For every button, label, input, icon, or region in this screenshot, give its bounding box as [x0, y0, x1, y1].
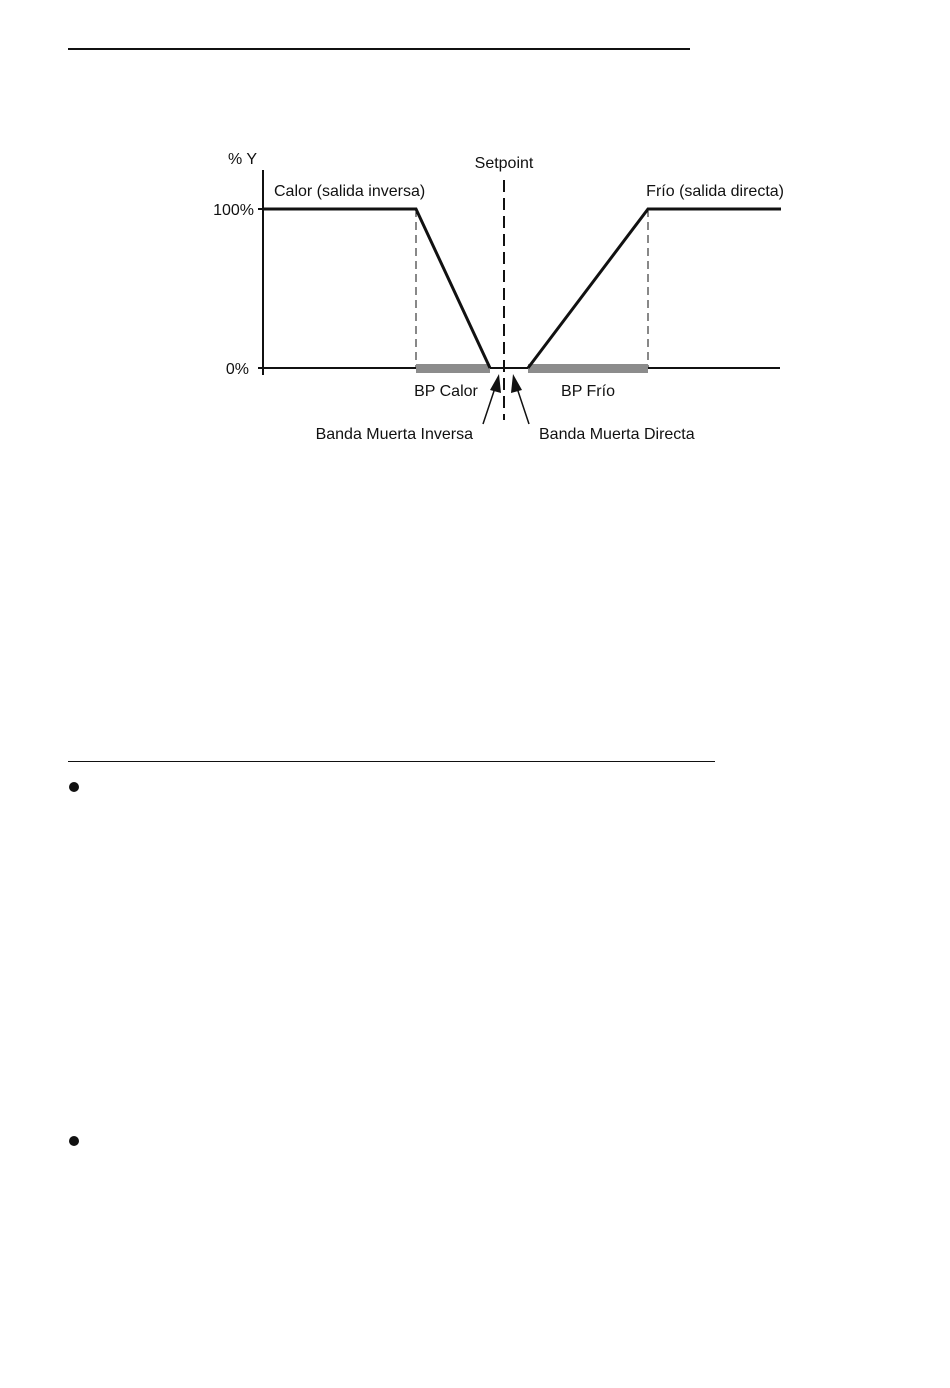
bullet-point — [69, 782, 79, 792]
tick-0-label: 0% — [225, 361, 249, 378]
cool-curve-label: Frío (salida directa) — [646, 183, 784, 200]
bp-cool-band — [528, 364, 648, 373]
heat-curve-label: Calor (salida inversa) — [274, 183, 426, 200]
deadband-inverse-arrowhead — [490, 374, 501, 393]
setpoint-label: Setpoint — [474, 155, 534, 172]
tick-100-label: 100% — [213, 202, 254, 219]
bp-heat-band — [416, 364, 490, 373]
deadband-direct-arrowhead — [511, 374, 522, 393]
split-range-diagram — [0, 0, 950, 480]
bp-heat-label: BP Calor — [414, 383, 478, 400]
section-rule — [68, 761, 715, 762]
deadband-inverse-arrow — [483, 388, 495, 424]
deadband-direct-label: Banda Muerta Directa — [539, 426, 695, 443]
bp-cool-label: BP Frío — [561, 383, 615, 400]
bullet-point — [69, 1136, 79, 1146]
y-axis-label: % Y — [228, 151, 258, 168]
heat-output-curve — [263, 209, 490, 368]
cool-output-curve — [528, 209, 781, 368]
deadband-inverse-label: Banda Muerta Inversa — [315, 426, 473, 443]
deadband-direct-arrow — [517, 388, 529, 424]
